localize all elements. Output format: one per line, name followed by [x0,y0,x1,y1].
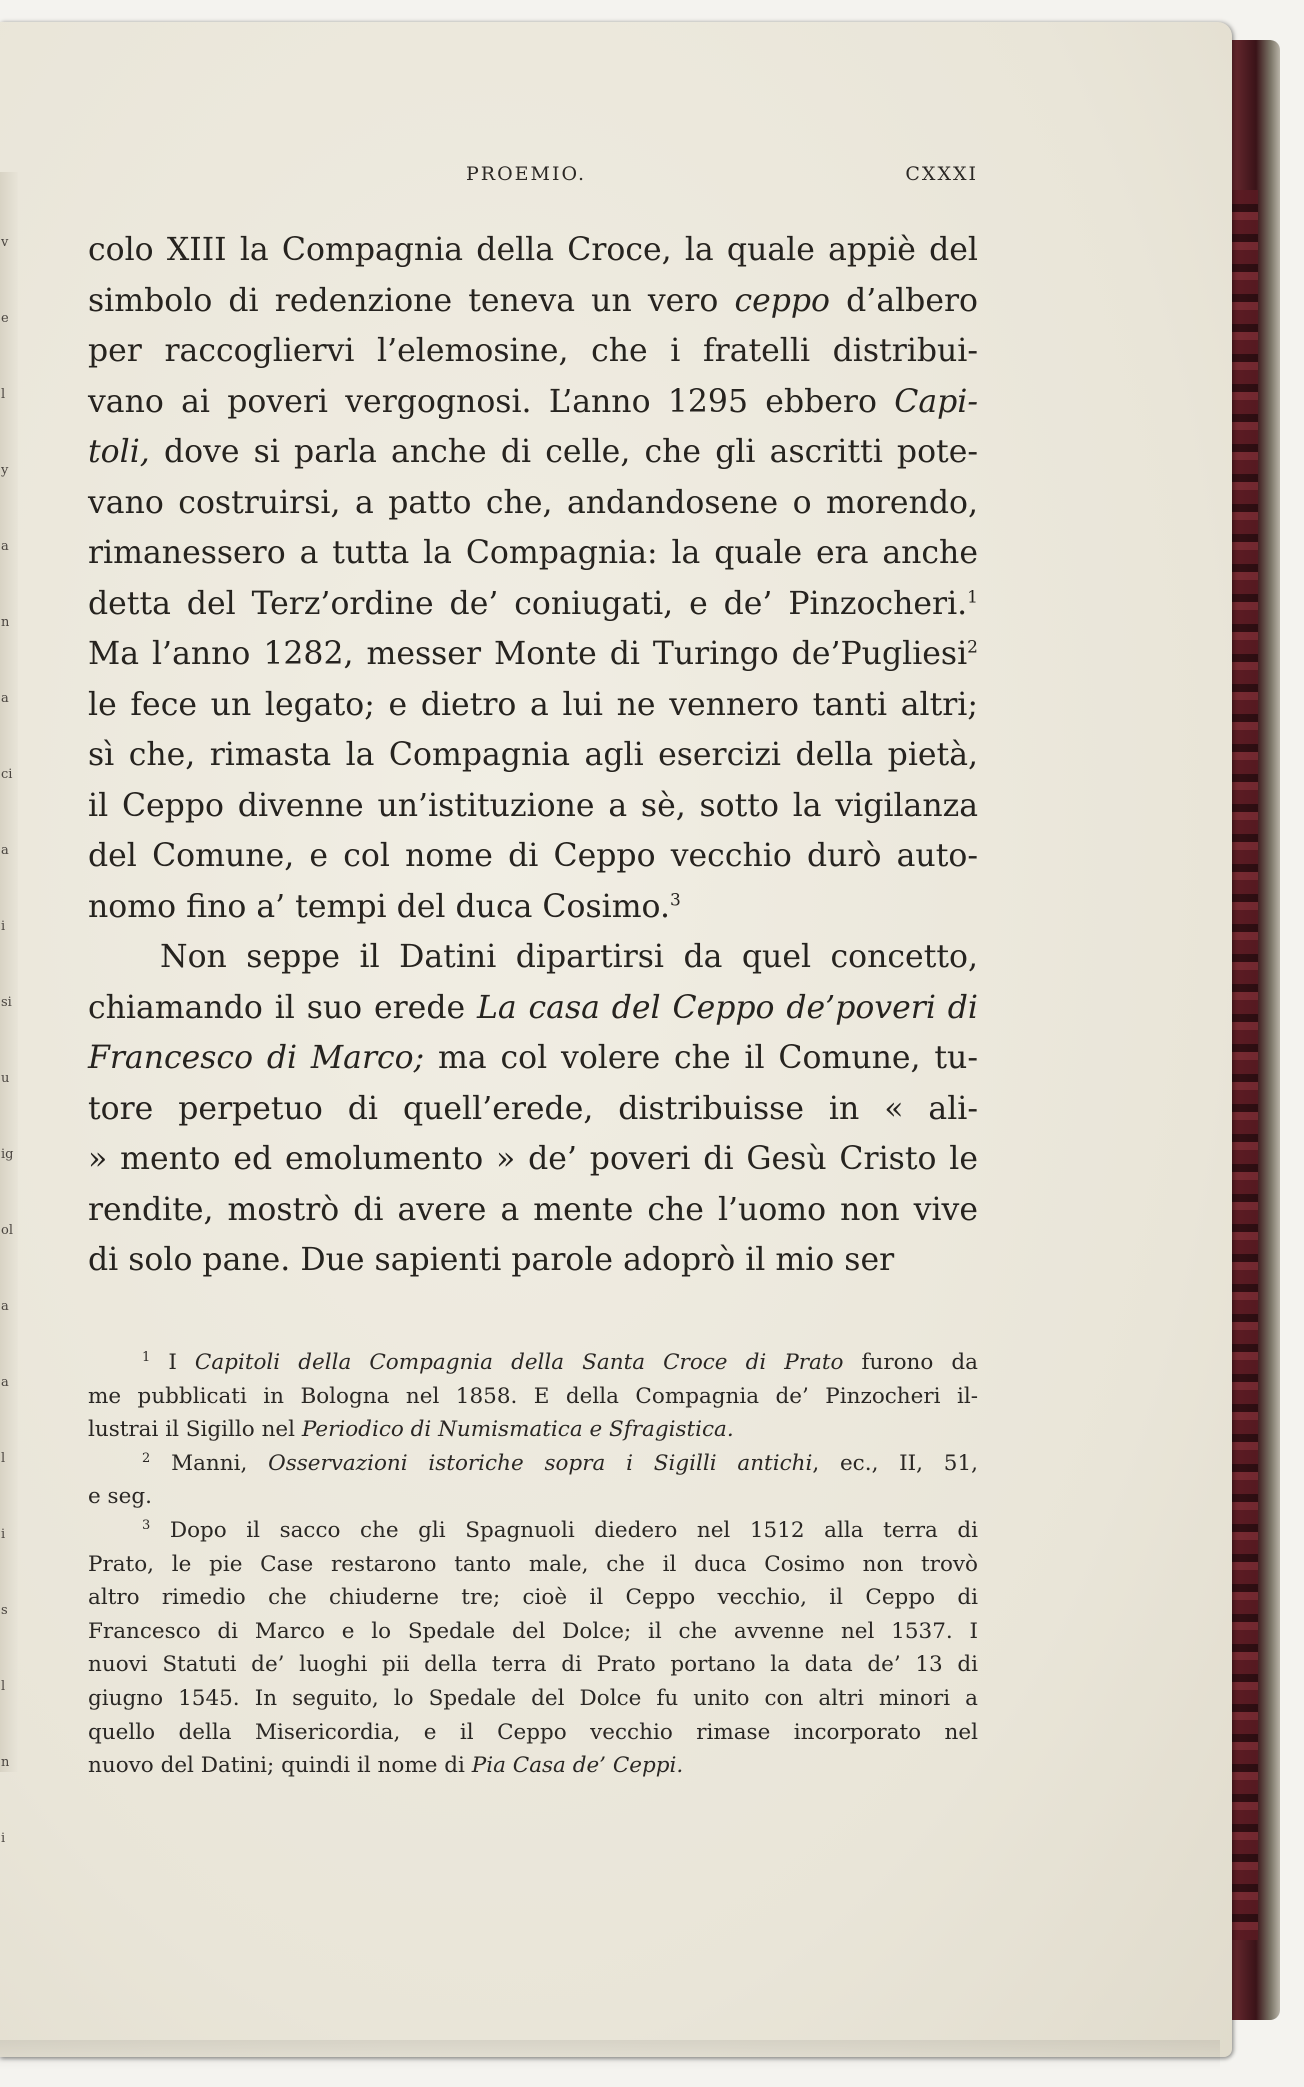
footnote-line [88,1749,978,1783]
text-run: nuovi Statuti de’ luoghi pii della terra di Prato portano la data de’ 13 di [88,1652,978,1678]
text-run: simbolo di redenzione teneva un vero [88,282,735,319]
body-line [88,1084,978,1135]
text-run: e seg. [88,1484,152,1510]
margin-fragment: a [1,1299,9,1314]
margin-fragment: n [1,615,10,630]
text-run: il Ceppo divenne un’istituzione a sè, sotto la vigilanza [88,787,978,824]
margin-fragment: e [1,311,9,326]
italic-run: La casa del Ceppo de’poveri di [476,989,978,1026]
italic-run: Capitoli della Compagnia della Santa Croce di Prato [194,1350,844,1375]
footnote-line [88,1447,978,1481]
margin-fragment: a [1,539,9,554]
italic-run: ceppo [734,282,831,319]
footnote-marker: 3 [669,890,681,910]
footnote-line [88,1615,978,1649]
body-line [88,781,978,832]
italic-run: Francesco di Marco; [88,1040,425,1076]
footnote-marker: 1 [142,1349,151,1365]
footnote-line [88,1716,978,1750]
margin-fragment: ol [1,1223,13,1238]
text-run: Non seppe il Datini dipartirsi da quel concetto, [160,939,978,975]
text-run: del Comune, e col nome di Ceppo vecchio durò auto- [88,838,978,874]
text-run: sì che, rimasta la Compagnia agli esercizi della pietà, [88,737,978,773]
running-header [88,163,978,193]
body-line [88,377,978,428]
text-run: giugno 1545. In seguito, lo Spedale del Dolce fu unito con altri minori a [88,1685,978,1711]
text-run: lustrai il Sigillo nel [88,1417,302,1443]
margin-fragment: y [1,463,9,478]
text-run: tore perpetuo di quell’erede, distribuisse in « ali- [88,1090,978,1127]
text-run: chiamando il suo erede [88,989,477,1026]
text-run: ma col volere che il Comune, tu- [424,1040,978,1076]
text-run: Prato, le pie Case restarono tanto male, che il duca Cosimo non trovò [88,1551,978,1577]
text-run: , ec., II, 51, [812,1450,978,1476]
footnote-line [88,1581,978,1615]
margin-fragment: a [1,691,9,706]
footnote-line [88,1648,978,1682]
margin-fragment: n [1,1755,10,1770]
body-line [88,983,978,1034]
text-run: nomo fino a’ tempi del duca Cosimo. [88,888,670,925]
footnote-marker: 2 [967,637,978,658]
page-number: CXXXI [905,163,978,185]
footnote-line [88,1380,978,1414]
body-line [88,1134,978,1185]
body-line [88,528,978,579]
footnote-line [88,1413,978,1447]
italic-run: toli, [88,434,150,470]
text-run: quello della Misericordia, e il Ceppo vecchio rimase incorporato nel [88,1719,978,1745]
body-line [88,326,978,377]
footnote-marker: 2 [142,1450,151,1466]
body-line [88,932,978,983]
body-line [88,427,978,478]
margin-fragment: l [1,1679,6,1694]
text-run: detta del Terz’ordine de’ coniugati, e de’ Pinzocheri. [88,585,968,622]
text-run: di solo pane. Due sapienti parole adoprò il mio ser [88,1242,895,1278]
footnote-line [88,1682,978,1716]
margin-fragment: si [1,995,12,1010]
footnotes [88,1346,978,1783]
body-line [88,478,978,529]
body-line [88,1235,978,1286]
body-line [88,882,978,933]
italic-run: Periodico di Numismatica e Sfragistica. [301,1417,734,1443]
text-run: vano ai poveri vergognosi. L’anno 1295 ebbero [88,383,895,420]
footnote-line [88,1346,978,1380]
body-line [88,730,978,781]
text-run: Dopo il sacco che gli Spagnuoli diedero nel 1512 alla terra di [150,1517,978,1543]
text-run: rendite, mostrò di avere a mente che l’uomo non vive [88,1191,978,1228]
italic-run: Pia Casa de’ Ceppi. [471,1753,684,1779]
text-run: le fece un legato; e dietro a lui ne vennero tanti altri; [88,686,978,723]
body-line [88,680,978,731]
text-run: me pubblicati in Bologna nel 1858. E della Compagnia de’ Pinzocheri il- [88,1383,978,1409]
header-title: PROEMIO. [466,163,586,185]
text-run: rimanessero a tutta la Compagnia: la quale era anche [88,535,978,571]
page-bottom-shadow [0,2040,1220,2070]
footnote-line [88,1480,978,1514]
italic-run: Capi- [894,383,978,420]
margin-fragment: a [1,1375,9,1390]
footnote-marker: 3 [142,1517,151,1533]
text-run: colo XIII la Compagnia della Croce, la quale appiè del [88,232,978,268]
text-run: Francesco di Marco e lo Spedale del Dolce; il che avvenne nel 1537. I [88,1618,978,1644]
text-run: Ma l’anno 1282, messer Monte di Turingo de’Pugliesi [88,636,968,672]
text-run: nuovo del Datini; quindi il nome di [88,1753,472,1779]
margin-fragment: ci [1,767,13,782]
margin-fragment: a [1,843,9,858]
body-line [88,579,978,630]
text-run: » mento ed emolumento » de’ poveri di Gesù Cristo le [88,1141,978,1177]
body-line [88,276,978,327]
body-text [88,225,978,1286]
text-run: altro rimedio che chiuderne tre; cioè il Ceppo vecchio, il Ceppo di [88,1585,978,1611]
margin-fragment: ig [1,1147,14,1162]
margin-fragment: s [1,1603,8,1618]
margin-fragment: i [1,1831,6,1846]
body-line [88,831,978,882]
margin-fragment: i [1,1527,6,1542]
margin-fragment: v [1,235,9,250]
footnote-marker: 1 [967,587,978,607]
text-run: dove si parla anche di celle, che gli ascritti pote- [149,434,978,470]
margin-fragment: l [1,387,6,402]
footnote-line [88,1514,978,1548]
text-run: per raccogliervi l’elemosine, che i fratelli distribui- [88,333,978,369]
italic-run: Osservazioni istoriche sopra i Sigilli antichi [268,1450,813,1476]
text-run: d’albero [830,282,978,319]
body-line [88,629,978,680]
body-line [88,225,978,276]
marbled-cover-strip [1230,190,1258,1940]
body-line [88,1185,978,1236]
text-run: I [150,1350,195,1375]
text-run: vano costruirsi, a patto che, andandosene o morendo, [88,484,978,521]
text-run: Manni, [150,1450,269,1476]
margin-fragment: u [1,1071,10,1086]
body-line [88,1033,978,1084]
text-run: furono da [843,1350,978,1375]
margin-fragment: i [1,919,6,934]
footnote-line [88,1548,978,1582]
margin-fragment: l [1,1451,6,1466]
